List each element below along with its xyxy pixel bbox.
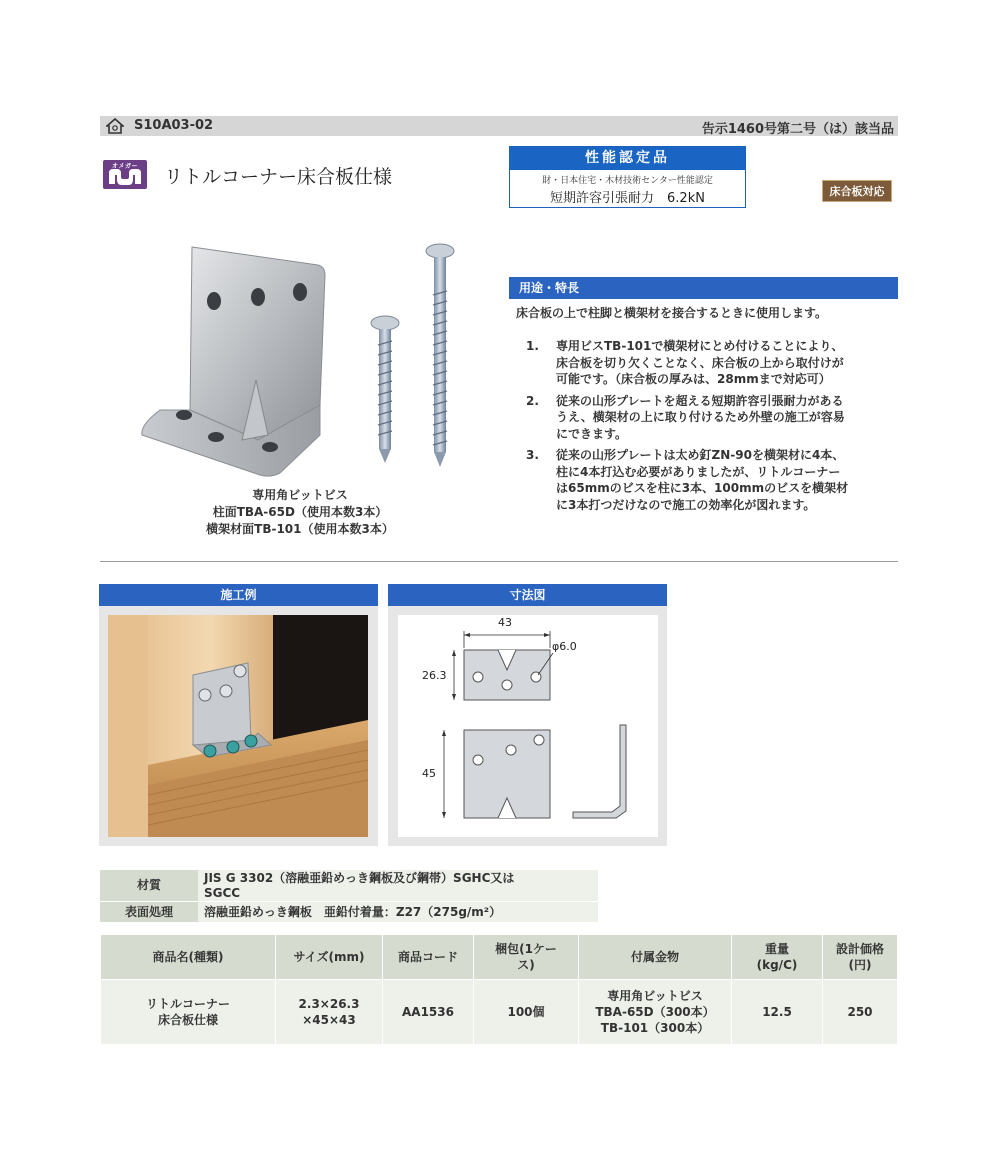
dimension-hole-label: φ6.0 <box>552 640 577 653</box>
installation-example-heading: 施工例 <box>99 584 378 606</box>
omega-mark-icon <box>103 160 147 189</box>
cell-code: AA1536 <box>383 980 474 1045</box>
material-row <box>100 870 598 901</box>
installation-example-panel <box>99 584 378 846</box>
dimension-lines <box>398 615 658 837</box>
feature-text: にできます。 <box>556 426 628 441</box>
dimension-heading: 寸法図 <box>388 584 667 606</box>
column-header-text: 設計価格 <box>835 942 884 956</box>
feature-text: うえ、横架材の上に取り付けるため外壁の施工が容易 <box>556 410 845 424</box>
feature-number: 3. <box>526 448 539 462</box>
uses-intro: 床合板の上で柱脚と横架材を接合するときに使用します。 <box>516 306 828 320</box>
cell-weight: 12.5 <box>732 980 823 1045</box>
feature-item <box>526 338 898 388</box>
material-value-line: SGCC <box>204 886 241 900</box>
cell-name <box>101 980 276 1045</box>
brand-logo-text: オメガー <box>112 163 138 170</box>
material-value-line: JIS G 3302（溶融亜鉛めっき鋼板及び鋼帯）SGHC又は <box>204 871 515 885</box>
column-header-text: 商品コード <box>397 950 458 964</box>
certification-strength: 短期許容引張耐力 6.2kN <box>550 191 705 206</box>
column-header-text: 重量 <box>764 942 789 956</box>
feature-number: 2. <box>526 393 539 408</box>
caption-line: 横架材面TB-101（使用本数3本） <box>206 522 394 536</box>
installation-photo <box>108 615 368 837</box>
surface-treatment-value: 溶融亜鉛めっき鋼板 亜鉛付着量：Z27（275g/m²） <box>198 902 598 922</box>
surface-treatment-label: 表面処理 <box>100 902 198 922</box>
feature-text: 可能です。（床合板の厚みは、28mmまで対応可） <box>556 372 831 386</box>
house-icon <box>106 118 124 134</box>
feature-text: に3本打つだけなので施工の効率化が図れます。 <box>556 497 816 512</box>
cell-text: TB-101（300本） <box>600 1021 710 1035</box>
regulation-notice: 告示1460号第二号（は）該当品 <box>701 122 894 137</box>
column-header <box>101 935 276 980</box>
cell-size <box>276 980 383 1045</box>
column-header-text: 商品名(種類) <box>152 950 224 964</box>
uses-heading: 用途・特長 <box>509 277 898 299</box>
cell-text: 専用角ビットビス <box>607 989 703 1003</box>
cell-text: リトルコーナー <box>145 997 230 1011</box>
dimension-height-top-label: 26.3 <box>422 669 447 682</box>
product-title: リトルコーナー床合板仕様 <box>164 166 393 188</box>
column-header <box>383 935 474 980</box>
dimension-panel <box>388 584 667 846</box>
header-bar <box>100 116 898 136</box>
table-row <box>101 980 898 1045</box>
column-header-text: 付属金物 <box>630 950 679 964</box>
surface-treatment-row <box>100 902 598 922</box>
dimension-width-label: 43 <box>498 616 512 629</box>
material-value <box>198 870 598 901</box>
material-label: 材質 <box>100 870 198 901</box>
column-header <box>474 935 579 980</box>
cell-text: TBA-65D（300本） <box>595 1005 715 1019</box>
product-table <box>100 934 898 1045</box>
cell-text: ×45×43 <box>302 1013 356 1027</box>
column-header <box>823 935 898 980</box>
feature-text: 従来の山形プレートを超える短期許容引張耐力がある <box>556 393 844 408</box>
feature-number: 1. <box>526 339 539 353</box>
column-header <box>732 935 823 980</box>
cell-price: 250 <box>823 980 898 1045</box>
column-header-text: サイズ(mm) <box>293 950 365 964</box>
feature-text: 専用ビスTB-101で横架材にとめ付けることにより、 <box>556 339 844 353</box>
column-header-text: ス) <box>517 958 535 972</box>
certification-organization: 財・日本住宅・木材技術センター性能認定 <box>542 176 713 186</box>
product-code: S10A03-02 <box>134 118 214 133</box>
certification-heading: 性能認定品 <box>510 147 745 170</box>
feature-text: 床合板を切り欠くことなく、床合板の上から取付けが <box>556 355 844 370</box>
caption-line: 柱面TBA-65D（使用本数3本） <box>212 505 388 519</box>
column-header-text: (kg/C) <box>756 958 798 972</box>
cell-text: 2.3×26.3 <box>298 997 360 1011</box>
dimension-height-front-label: 45 <box>422 767 436 780</box>
column-header <box>276 935 383 980</box>
feature-text: は65mmのビスを柱に3本、100mmのビスを横架材 <box>556 481 849 495</box>
certification-box <box>509 146 746 208</box>
table-header-row <box>101 935 898 980</box>
brand-logo <box>103 160 147 189</box>
dimension-drawing <box>398 615 658 837</box>
feature-item <box>526 393 898 443</box>
feature-list <box>526 338 898 518</box>
feature-text: 柱に4本打込む必要がありましたが、リトルコーナー <box>556 464 841 479</box>
column-header-text: (円) <box>848 958 872 972</box>
feature-item <box>526 447 898 513</box>
section-divider <box>100 561 898 562</box>
cell-text: 床合板仕様 <box>157 1013 218 1027</box>
product-photo <box>130 235 470 480</box>
screw-caption <box>150 487 450 538</box>
column-header <box>579 935 732 980</box>
column-header-text: 梱包(1ケー <box>495 942 557 956</box>
cell-accessory <box>579 980 732 1045</box>
feature-text: 従来の山形プレートは太め釘ZN-90を横架材に4本、 <box>556 448 845 462</box>
caption-line: 専用角ビットビス <box>252 488 348 502</box>
cell-pack: 100個 <box>474 980 579 1045</box>
floor-plywood-badge: 床合板対応 <box>822 180 892 202</box>
